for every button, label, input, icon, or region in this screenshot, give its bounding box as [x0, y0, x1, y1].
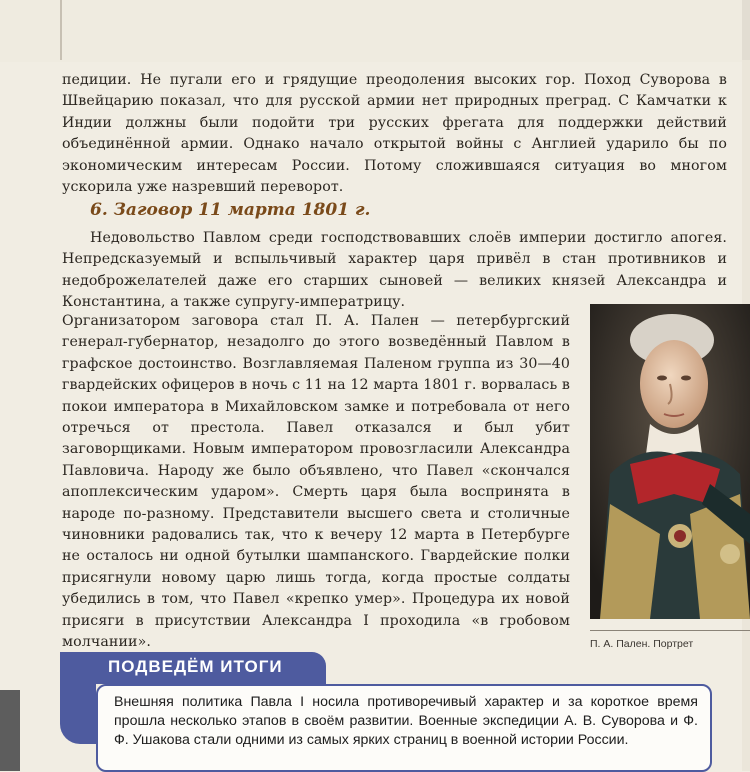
page-edge — [742, 0, 750, 60]
summary-box — [96, 684, 712, 772]
portrait-caption: П. А. Пален. Портрет — [590, 638, 694, 650]
caption-rule — [590, 630, 750, 631]
summary-stripe — [60, 684, 96, 744]
portrait-palen — [590, 304, 750, 619]
summary-title: ПОДВЕДЁМ ИТОГИ — [108, 657, 283, 676]
page-side-tab — [0, 690, 20, 771]
margin-rule — [60, 0, 62, 60]
paragraph-intro: Недовольство Павлом среди господствовавших слоёв империи достигло апогея. Непредсказуемый и вспыльчивый характер царя привёл в стан противников и недоброжелателей даже его старших сыновей — великих князей Александра и Константина, а также супругу-императрицу. — [62, 230, 727, 311]
summary-text: Внешняя политика Павла I носила противоречивый характер и за короткое время прошла несколько этапов в своём развитии. Военные экспедиции А. В. Суворова и Ф. Ф. Ушакова стали одними из самых ярких страниц в военной истории России. — [114, 694, 698, 748]
paragraph-main: Организатором заговора стал П. А. Пален — петербургский генерал-губернатор, незадолго до этого возведённый Павлом в графское достоинство. Возглавляемая Паленом группа из 30—40 гвардейских офицеров в ночь с 11 на 12 марта 1801 г. ворвалась в покои императора в Михайловском замке и потребовала от него отречься от престола. Павел отказался и был убит заговорщиками. Новым императором провозгласили Александра Павловича. Народу же было объявлено, что Павел «скончался апоплексическим ударом». Смерть царя была воспринята в народе по-разному. Представители высшего света и столичные чиновники радовались так, что к вечеру 12 марта в Петербурге не осталось ни одной бутылки шампанского. Гвардейские полки присягнули новому царю лишь тогда, когда простые солдаты убедились в том, что Павел «крепко умер». Процедура их новой присяги в присутствии Александра I проходила «в гробовом молчании». — [62, 313, 570, 651]
page-top-margin — [0, 0, 750, 62]
summary-header — [60, 652, 326, 684]
section-heading: 6. Заговор 11 марта 1801 г. — [90, 200, 371, 220]
paragraph-continuation: педиции. Не пугали его и грядущие преодоления высоких гор. Поход Суворова в Швейцарию показал, что для русской армии нет природных преград. С Камчатки к Индии должны были подойти три русских фрегата для поддержки действий объединённой армии. Однако начало открытой войны с Англией ударило бы по экономическим интересам России. Потому сложившаяся ситуация во многом ускорила уже назревший переворот. — [62, 72, 727, 196]
portrait-illustration — [590, 304, 750, 619]
